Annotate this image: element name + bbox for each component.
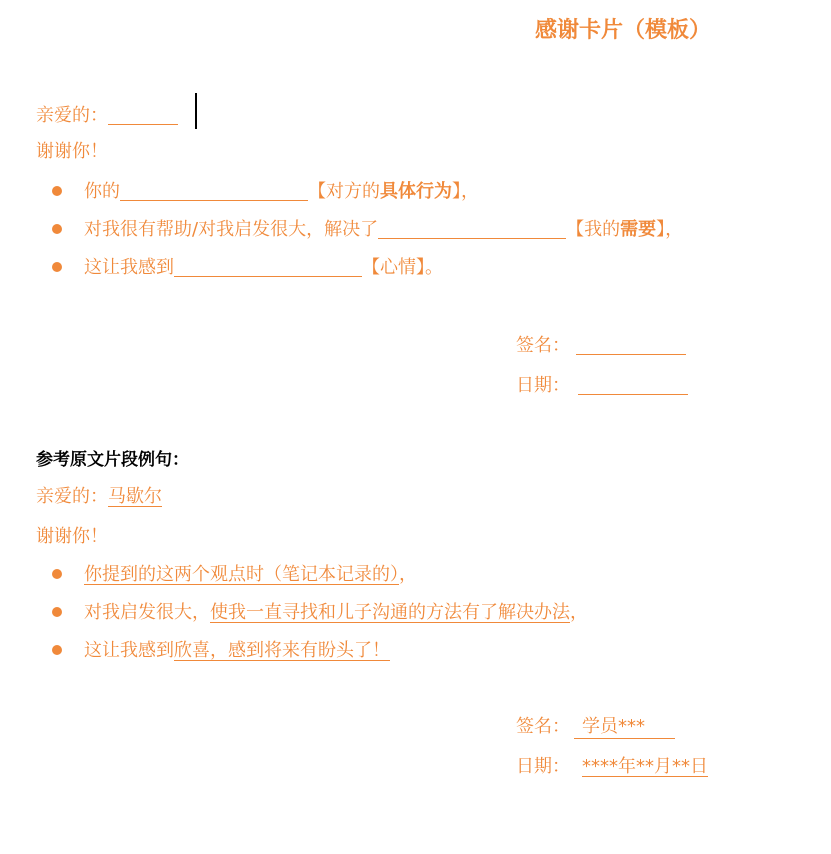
template-thanks: 谢谢你！ (36, 141, 108, 162)
greeting-name: 马歇尔 (108, 486, 162, 507)
reference-signature (516, 718, 675, 739)
reference-date (516, 758, 708, 776)
reference-heading: 参考原文片段例句： (36, 450, 189, 470)
bracket-close: 】， (452, 181, 479, 202)
bullet-icon (52, 262, 62, 272)
template-greeting (36, 104, 178, 125)
need-blank[interactable] (378, 218, 566, 239)
bullet-suffix: ， (399, 564, 417, 585)
bracket-text: 【对方的 (308, 181, 380, 202)
signature-label: 签名： (516, 716, 570, 737)
bullet-text: 这让我感到 (84, 257, 174, 278)
bracket-bold: 具体行为 (380, 181, 452, 202)
bullet-underlined: 使我一直寻找和儿子沟通的方法有了解决办法 (210, 602, 570, 623)
bracket-bold: 需要 (620, 219, 657, 240)
bullet-suffix: ， (570, 602, 588, 623)
reference-thanks: 谢谢你！ (36, 526, 108, 547)
template-bullet-1 (52, 180, 479, 201)
page-title: 感谢卡片（模板） (535, 18, 712, 43)
bullet-text: 对我很有帮助/对我启发很大，解决了 (84, 219, 379, 240)
bracket-text: 【心情】。 (362, 257, 443, 278)
recipient-blank[interactable] (108, 104, 178, 125)
bullet-text: 你的 (84, 181, 120, 202)
greeting-label: 亲爱的： (36, 105, 108, 126)
date-value: ****年**月**日 (582, 756, 708, 777)
template-signature (516, 334, 686, 355)
reference-greeting (36, 488, 162, 506)
bracket-close: 】， (656, 219, 684, 240)
bullet-text: 这让我感到 (84, 640, 174, 661)
bullet-icon (52, 186, 62, 196)
date-label: 日期： (516, 375, 570, 396)
bracket-text: 【我的 (566, 219, 621, 240)
signature-blank[interactable] (576, 334, 686, 355)
bullet-icon (52, 607, 62, 617)
greeting-label: 亲爱的： (36, 486, 108, 507)
template-bullet-2 (52, 218, 683, 239)
bullet-icon (52, 224, 62, 234)
template-date (516, 374, 688, 395)
reference-bullet-1 (52, 566, 417, 584)
date-label: 日期： (516, 756, 570, 777)
feeling-blank[interactable] (174, 256, 362, 277)
signature-label: 签名： (516, 335, 570, 356)
reference-bullet-2 (52, 604, 588, 622)
template-bullet-3 (52, 256, 443, 277)
bullet-text: 你提到的这两个观点时（笔记本记录的） (84, 564, 399, 585)
bullet-underlined: 欣喜，感到将来有盼头了！ (174, 640, 390, 661)
bullet-text: 对我启发很大， (84, 602, 210, 623)
text-cursor (195, 93, 197, 129)
behavior-blank[interactable] (120, 180, 308, 201)
signature-value: 学员*** (582, 716, 645, 737)
bullet-icon (52, 645, 62, 655)
reference-bullet-3 (52, 642, 390, 660)
signature-value-wrap (574, 718, 675, 739)
date-blank[interactable] (578, 374, 688, 395)
bullet-icon (52, 569, 62, 579)
